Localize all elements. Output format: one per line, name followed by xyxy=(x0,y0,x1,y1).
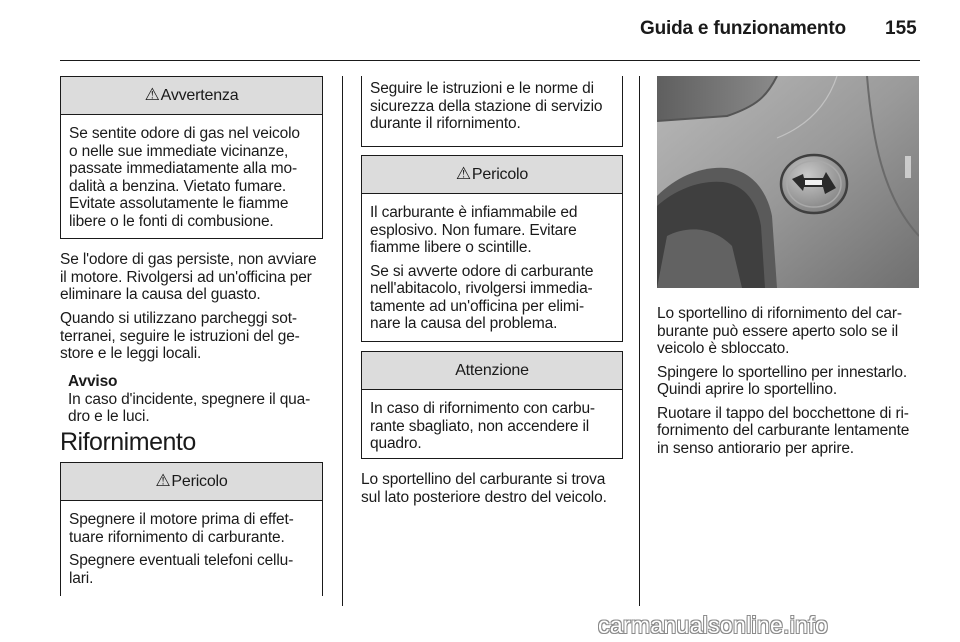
continued-box xyxy=(361,76,623,147)
paragraph-underground-parking: Quando si utilizzano parcheggi sot-terranei, seguire le istruzioni del ge-store e le leggi locali. xyxy=(60,310,300,362)
car-fuel-door-illustration xyxy=(657,76,919,288)
warning-triangle-icon: ⚠ xyxy=(455,163,471,183)
danger-box-header xyxy=(362,156,622,194)
page-number: 155 xyxy=(885,18,917,39)
paragraph-push-fuel-door: Spingere lo sportellino per innestarlo. Quindi aprire lo sportellino. xyxy=(657,363,908,398)
danger-box-header xyxy=(61,463,322,501)
danger-box-body xyxy=(362,194,622,333)
danger-box-title: Pericolo xyxy=(171,472,228,490)
continued-text: Seguire le istruzioni e le norme di sicurezza della stazione di servizio durante il rifornimento. xyxy=(370,80,603,132)
page-header-title: Guida e funzionamento xyxy=(640,18,846,39)
watermark-text: carmanualsonline.info xyxy=(598,612,829,638)
danger-box-fuel xyxy=(361,155,623,342)
caution-box-header xyxy=(362,352,622,390)
header-rule xyxy=(60,60,920,61)
section-heading: Rifornimento xyxy=(60,428,196,456)
warning-box-header xyxy=(61,77,322,115)
danger-box-paragraph: Il carburante è infiammabile ed esplosivo. Non fumare. Evitare fiamme libere o scintille. xyxy=(370,204,578,256)
column-divider-2 xyxy=(639,76,640,606)
paragraph-gas-odor: Se l'odore di gas persiste, non avviare il motore. Rivolgersi ad un'officina per eliminare la causa del guasto. xyxy=(60,251,317,303)
note-label: Avviso xyxy=(68,373,118,390)
column-divider-1 xyxy=(342,76,343,606)
warning-box-text: Se sentite odore di gas nel veicolo o nelle sue immediate vicinanze, passate immediatamente alla mo-dalità a benzina. Vietato fumare. Evitate assolutamente le fiamme libere o le fonti di combusione. xyxy=(69,125,300,230)
warning-triangle-icon: ⚠ xyxy=(144,84,160,104)
danger-box-paragraph: Se si avverte odore di carburante nell'abitacolo, rivolgersi immedia-tamente ad un'officina per elimi-nare la causa del problema. xyxy=(370,262,594,332)
paragraph-rotate-fuel-cap: Ruotare il tappo del bocchettone di ri-fornimento del carburante lentamente in senso antiorario per aprire. xyxy=(657,404,910,457)
note-text: In caso d'incidente, spegnere il qua-dro e le luci. xyxy=(68,390,311,425)
warning-box-body xyxy=(61,115,322,230)
caution-box-title: Attenzione xyxy=(455,361,529,379)
column3-text xyxy=(657,305,921,457)
danger-box-paragraph: Spegnere eventuali telefoni cellu-lari. xyxy=(69,552,294,587)
danger-box-refuel xyxy=(60,462,323,596)
note-block xyxy=(68,373,326,426)
caution-box xyxy=(361,351,623,459)
warning-box xyxy=(60,76,323,239)
caution-box-body xyxy=(362,390,622,453)
continued-box-body xyxy=(362,76,622,133)
paragraph-fuel-door-location: Lo sportellino del carburante si trova sul lato posteriore destro del veicolo. xyxy=(361,471,607,506)
car-fuel-door-photo xyxy=(657,76,919,288)
warning-triangle-icon: ⚠ xyxy=(155,470,171,490)
warning-box-title: Avvertenza xyxy=(160,86,239,104)
danger-box-title: Pericolo xyxy=(471,165,529,183)
caution-box-text: In caso di rifornimento con carbu-rante sbagliato, non accendere il quadro. xyxy=(370,400,595,452)
paragraph-fuel-door-unlocked: Lo sportellino di rifornimento del car-burante può essere aperto solo se il veicolo è sbloccato. xyxy=(657,305,902,357)
danger-box-paragraph: Spegnere il motore prima di effet-tuare rifornimento di carburante. xyxy=(69,511,294,546)
danger-box-body xyxy=(61,501,322,587)
